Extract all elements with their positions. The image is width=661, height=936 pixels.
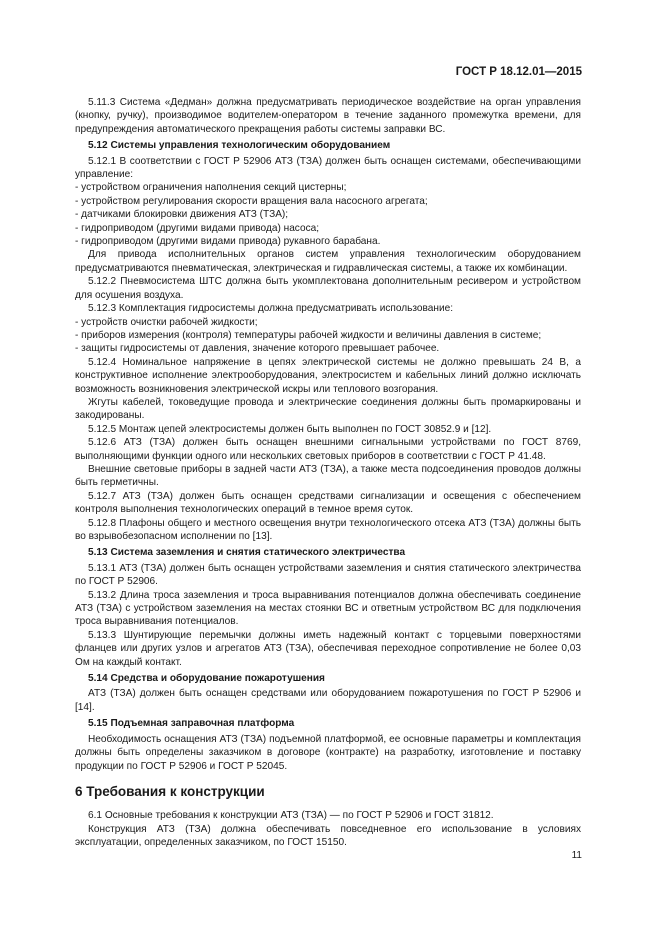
section-heading: 5.13 Система заземления и снятия статического электричества — [88, 547, 406, 559]
paragraph: АТЗ (ТЗА) должен быть оснащен средствами или оборудованием пожаротушения по ГОСТ Р 52906 и [14]. — [75, 688, 581, 713]
paragraph: Для привода исполнительных органов систем управления технологическим оборудованием предусматриваются пневматическая, электрическая и гидравлическая системы, а также их комбинации. — [75, 249, 581, 274]
paragraph: 5.12.2 Пневмосистема ШТС должна быть укомплектована дополнительным ресивером и устройством для осушения воздуха. — [75, 276, 581, 301]
paragraph: 5.13.1 АТЗ (ТЗА) должен быть оснащен устройствами заземления и снятия статического электричества по ГОСТ Р 52906. — [75, 562, 581, 588]
document-header-id: ГОСТ Р 18.12.01—2015 — [455, 66, 582, 78]
document-body — [75, 96, 581, 850]
paragraph: 5.12.3 Комплектация гидросистемы должна предусматривать использование: — [88, 303, 454, 315]
paragraph: 5.12.6 АТЗ (ТЗА) должен быть оснащен внешними сигнальными устройствами по ГОСТ 8769, выполняющими функции одного или нескольких световых приборов в соответствии с ГОСТ Р 41.48. — [75, 437, 581, 462]
paragraph: 5.13.2 Длина троса заземления и троса выравнивания потенциалов должна обеспечивать соединение АТЗ (ТЗА) с устройством заземления на местах стоянки ВС и ответным устройством ВС для подключения троса выравнивания потенциалов. — [75, 589, 581, 628]
paragraph: 5.12.8 Плафоны общего и местного освещения внутри технологического отсека АТЗ (ТЗА) должны быть во взрывобезопасном исполнении по [13]. — [75, 517, 581, 542]
list-item: - гидроприводом (другими видами привода) насоса; — [75, 222, 320, 234]
paragraph: Жгуты кабелей, токоведущие провода и электрические соединения должны быть промаркированы и закодированы. — [75, 396, 581, 422]
paragraph: 5.13.3 Шунтирующие перемычки должны иметь надежный контакт с торцевыми поверхностями фланцев или других узлов и агрегатов АТЗ (ТЗА), обеспечивая переходное сопротивление не более 0,03 Ом на каждый контакт. — [75, 629, 581, 668]
list-item: - приборов измерения (контроля) температуры рабочей жидкости и величины давления в системе; — [75, 329, 542, 341]
page-number: 11 — [571, 850, 582, 861]
paragraph: 5.12.4 Номинальное напряжение в цепях электрической системы не должно превышать 24 В, а конструктивное исполнение электрооборудования, электросистем и кабельных линий должно исключать возможность возникновения электрической искры или теплового возгорания. — [75, 356, 581, 395]
chapter-heading: 6 Требования к конструкции — [75, 783, 265, 799]
paragraph: 5.12.5 Монтаж цепей электросистемы должен быть выполнен по ГОСТ 30852.9 и [12]. — [88, 423, 492, 435]
paragraph: 6.1 Основные требования к конструкции АТЗ (ТЗА) — по ГОСТ Р 52906 и ГОСТ 31812. — [88, 810, 494, 822]
list-item: - гидроприводом (другими видами привода) рукавного барабана. — [75, 236, 381, 248]
paragraph: Внешние световые приборы в задней части АТЗ (ТЗА), а также места подсоединения проводов должны быть герметичны. — [75, 463, 581, 489]
paragraph: 5.12.7 АТЗ (ТЗА) должен быть оснащен средствами сигнализации и освещения с обеспечением контроля выполнения технологических операций в темное время суток. — [75, 490, 581, 516]
section-heading: 5.12 Системы управления технологическим оборудованием — [88, 140, 391, 152]
list-item: - защиты гидросистемы от давления, значение которого превышает рабочее. — [75, 343, 440, 355]
section-heading: 5.14 Средства и оборудование пожаротушения — [88, 673, 325, 685]
section-heading: 5.15 Подъемная заправочная платформа — [88, 718, 295, 730]
paragraph: 5.11.3 Система «Дедман» должна предусматривать периодическое воздействие на орган управления (кнопку, ручку), производимое водителем-оператором в течение заданного промежутка времени, для предупреждения автоматического прекращения работы системы заправки ВС. — [75, 97, 581, 135]
paragraph: Конструкция АТЗ (ТЗА) должна обеспечивать повседневное его использование в условиях эксплуатации, определенных заказчиком, по ГОСТ 15150. — [75, 823, 581, 849]
list-item: - устройством ограничения наполнения секций цистерны; — [75, 182, 347, 194]
list-item: - устройств очистки рабочей жидкости; — [75, 316, 258, 328]
list-item: - датчиками блокировки движения АТЗ (ТЗА); — [75, 209, 289, 221]
paragraph: Необходимость оснащения АТЗ (ТЗА) подъемной платформой, ее основные параметры и комплектация должны быть определены заказчиком в договоре (контракте) на разработку, изготовление и поставку продукции по ГОСТ Р 52906 и ГОСТ Р 52045. — [75, 733, 581, 772]
paragraph: 5.12.1 В соответствии с ГОСТ Р 52906 АТЗ (ТЗА) должен быть оснащен системами, обеспечивающими управление: — [75, 155, 581, 181]
list-item: - устройством регулирования скорости вращения вала насосного агрегата; — [75, 195, 428, 207]
